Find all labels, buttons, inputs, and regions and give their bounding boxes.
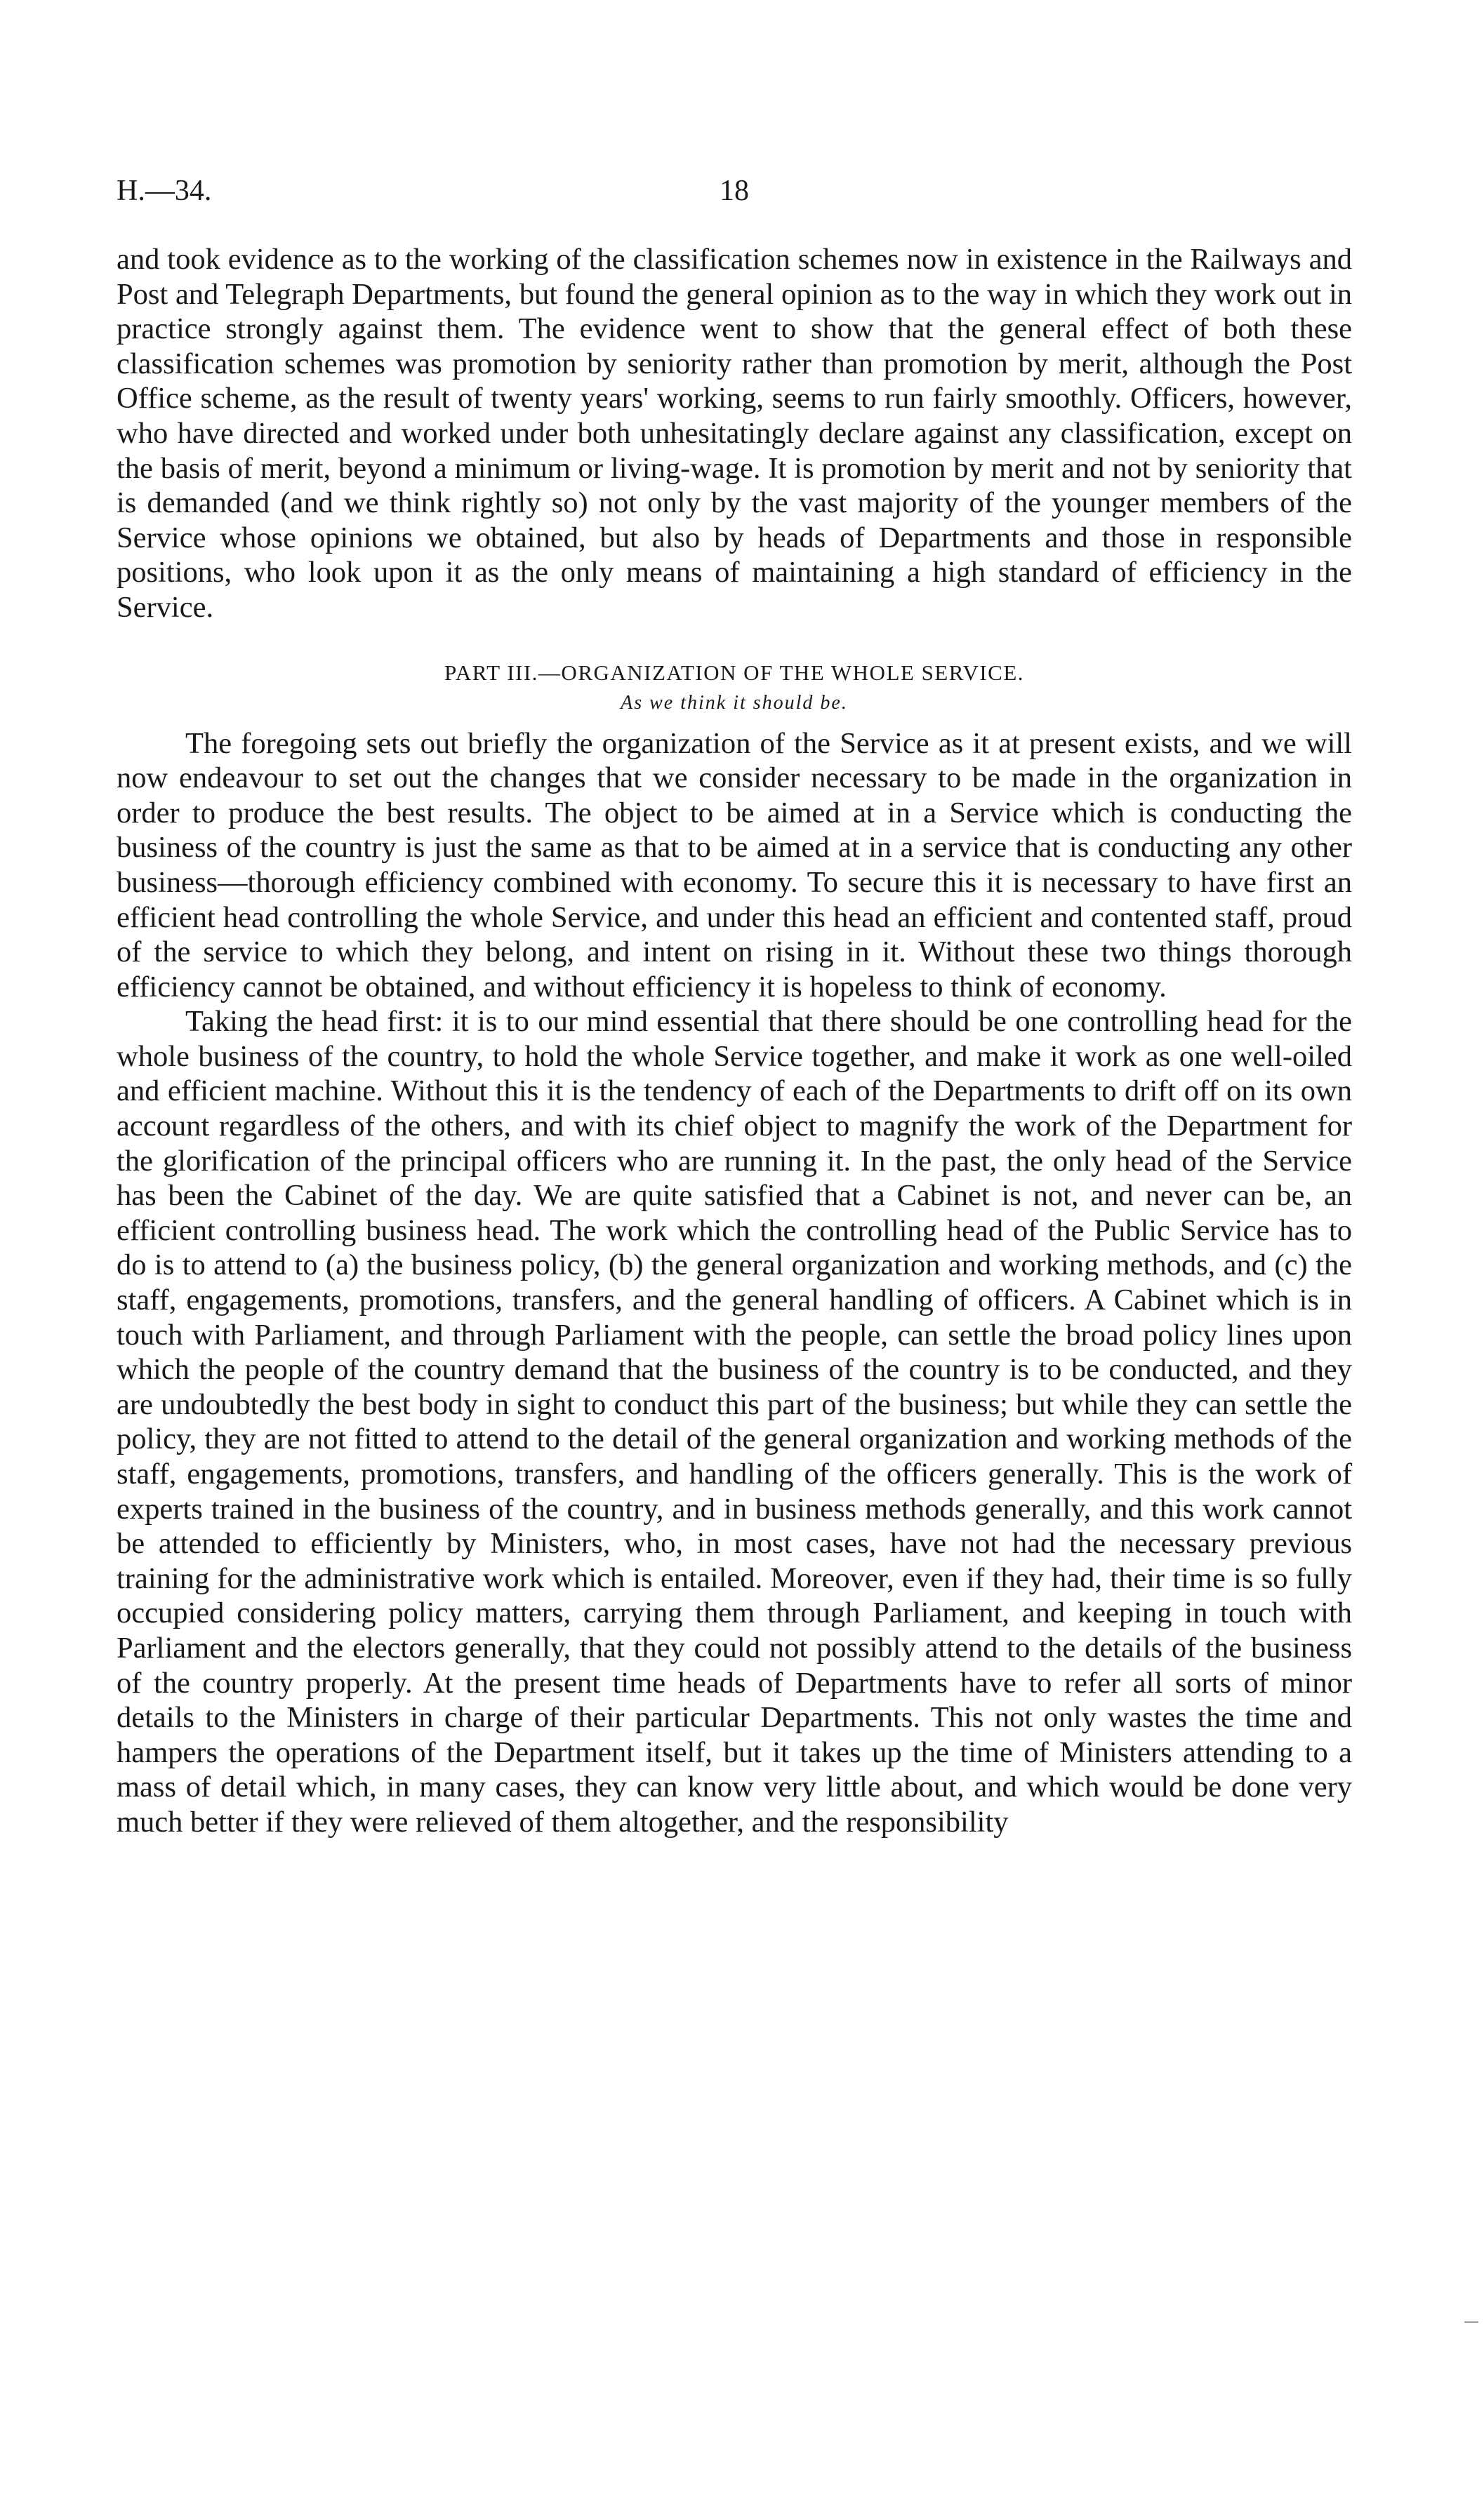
document-code: H.—34. — [117, 175, 212, 207]
page-number: 18 — [720, 175, 749, 207]
running-header — [117, 174, 1352, 216]
paragraph-organization-overview: The foregoing sets out briefly the organization of the Service as it at present exists, and we will now endeavour to set out the changes that we consider necessary to be made in the organization in order to produce the best results. The object to be aimed at in a Service which is conducting the business of the country is just the same as that to be aimed at in a service that is conducting any other business—thorough efficiency combined with economy. To secure this it is necessary to have first an efficient head controlling the whole Service, and under this head an efficient and contented staff, proud of the service to which they belong, and intent on rising in it. Without these two things thorough efficiency cannot be obtained, and without efficiency it is hopeless to think of economy. — [117, 726, 1352, 1004]
paragraph-continuation: and took evidence as to the working of the classification schemes now in existence in the Railways and Post and Telegraph Departments, but found the general opinion as to the way in which they work out in practice strongly against them. The evidence went to show that the general effect of both these classification schemes was promotion by seniority rather than promotion by merit, although the Post Office scheme, as the result of twenty years' working, seems to run fairly smoothly. Officers, however, who have directed and worked under both unhesitatingly declare against any classification, except on the basis of merit, beyond a minimum or living-wage. It is promotion by merit and not by seniority that is demanded (and we think rightly so) not only by the vast majority of the younger members of the Service whose opinions we obtained, but also by heads of Departments and those in responsible positions, who look upon it as the only means of maintaining a high standard of efficiency in the Service. — [117, 243, 1352, 624]
margin-mark — [1464, 2321, 1478, 2323]
paragraph-controlling-head: Taking the head first: it is to our mind essential that there should be one controlling head for the whole business of the country, to hold the whole Service together, and make it work as one well-oiled and efficient machine. Without this it is the tendency of each of the Departments to drift off on its own account regardless of the others, and with its chief object to magnify the work of the Department for the glorification of the principal officers who are running it. In the past, the only head of the Service has been the Cabinet of the day. We are quite satisfied that a Cabinet is not, and never can be, an efficient controlling business head. The work which the controlling head of the Public Service has to do is to attend to (a) the business policy, (b) the general organization and working methods, and (c) the staff, engagements, promotions, transfers, and the general handling of officers. A Cabinet which is in touch with Parliament, and through Parliament with the people, can settle the broad policy lines upon which the people of the country demand that the business of the country is to be conducted, and they are undoubtedly the best body in sight to conduct this part of the business; but while they can settle the policy, they are not fitted to attend to the detail of the general organization and working methods of the staff, engagements, promotions, transfers, and handling of the officers generally. This is the work of experts trained in the business of the country, and in business methods generally, and this work cannot be attended to efficiently by Ministers, who, in most cases, have not had the necessary previous training for the administrative work which is entailed. Moreover, even if they had, their time is so fully occupied considering policy matters, carrying them through Parliament, and keeping in touch with Parliament and the electors generally, that they could not possibly attend to the details of the business of the country properly. At the present time heads of Departments have to refer all sorts of minor details to the Ministers in charge of their particular Departments. This not only wastes the time and hampers the operations of the Department itself, but it takes up the time of Ministers attending to a mass of detail which, in many cases, they can know very little about, and which would be done very much better if they were relieved of them altogether, and the responsibility — [117, 1005, 1352, 1839]
body-text — [117, 242, 1352, 1840]
section-heading: PART III.—ORGANIZATION OF THE WHOLE SERVICE. — [444, 660, 1025, 685]
section-subheading: As we think it should be. — [621, 691, 848, 714]
